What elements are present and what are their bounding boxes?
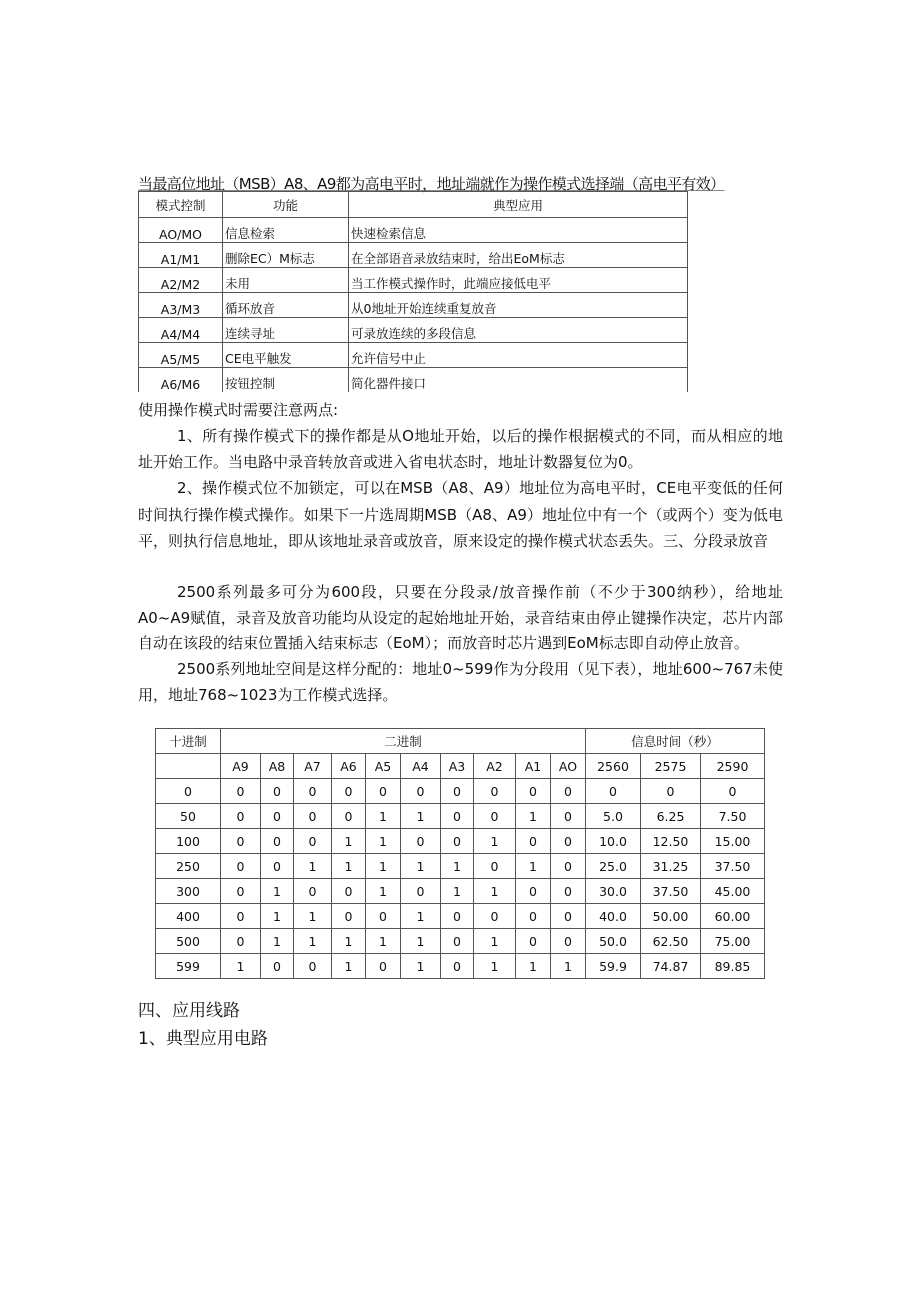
- table-row: [139, 218, 688, 243]
- function-cell: 删除EC）M标志: [223, 243, 349, 268]
- table-cell: 1: [401, 954, 441, 979]
- application-cell: 快速检索信息: [349, 218, 688, 243]
- function-cell: 信息检索: [223, 218, 349, 243]
- table-cell: 0: [221, 904, 261, 929]
- table-cell: 1: [516, 854, 551, 879]
- function-cell: 按钮控制: [223, 368, 349, 393]
- table-cell: 0: [474, 779, 516, 804]
- table-cell: 12.50: [641, 829, 701, 854]
- table-cell: A6: [332, 754, 366, 779]
- table-cell: 0: [261, 854, 294, 879]
- mode-cell: A6/M6: [139, 368, 223, 393]
- table-cell: 100: [156, 829, 221, 854]
- table-cell: 1: [332, 929, 366, 954]
- table-cell: 1: [474, 879, 516, 904]
- table-cell: 0: [221, 879, 261, 904]
- table-cell: 1: [221, 954, 261, 979]
- table-row: [139, 368, 688, 393]
- table-cell: 1: [332, 829, 366, 854]
- table-cell: 1: [441, 854, 474, 879]
- table-cell: 37.50: [641, 879, 701, 904]
- table-cell: 1: [474, 929, 516, 954]
- table-cell: 40.0: [586, 904, 641, 929]
- table-cell: 0: [221, 804, 261, 829]
- table-cell: 0: [261, 779, 294, 804]
- table-cell: 1: [261, 929, 294, 954]
- table-cell: 0: [401, 879, 441, 904]
- table-cell: 15.00: [701, 829, 765, 854]
- table-row: [139, 343, 688, 368]
- application-cell: 从0地址开始连续重复放音: [349, 293, 688, 318]
- table-cell: 1: [366, 854, 401, 879]
- table-cell: 1: [294, 904, 332, 929]
- table-cell: A2: [474, 754, 516, 779]
- table-cell: 1: [516, 804, 551, 829]
- table-cell: 0: [441, 804, 474, 829]
- table-cell: 62.50: [641, 929, 701, 954]
- table-cell: AO: [551, 754, 586, 779]
- table-cell: 0: [551, 829, 586, 854]
- table-row: [156, 929, 765, 954]
- table-cell: 1: [261, 904, 294, 929]
- table-cell: 0: [366, 779, 401, 804]
- table-cell: 0: [641, 779, 701, 804]
- table-cell: 0: [474, 904, 516, 929]
- mode-cell: A1/M1: [139, 243, 223, 268]
- table-cell: 0: [701, 779, 765, 804]
- table-cell: 0: [294, 829, 332, 854]
- table-cell: 2560: [586, 754, 641, 779]
- table-cell: 0: [441, 829, 474, 854]
- address-table: [155, 728, 765, 979]
- table-row: [156, 804, 765, 829]
- table-cell: 0: [221, 779, 261, 804]
- table-cell: 0: [332, 879, 366, 904]
- table-cell: 59.9: [586, 954, 641, 979]
- table-cell: 74.87: [641, 954, 701, 979]
- table-cell: 0: [332, 904, 366, 929]
- section-4-subheading: 1、典型应用电路: [138, 1029, 268, 1049]
- table-cell: 6.25: [641, 804, 701, 829]
- table-cell: 1: [366, 804, 401, 829]
- table-cell: 25.0: [586, 854, 641, 879]
- table-cell: 10.0: [586, 829, 641, 854]
- table-cell: 0: [441, 779, 474, 804]
- column-header: 典型应用: [349, 192, 688, 218]
- table-cell: 0: [294, 954, 332, 979]
- table-cell: 0: [261, 829, 294, 854]
- table-row: [139, 318, 688, 343]
- table-cell: 0: [516, 829, 551, 854]
- table-cell: A1: [516, 754, 551, 779]
- table-cell: 0: [332, 779, 366, 804]
- application-cell: 当工作模式操作时，此端应接低电平: [349, 268, 688, 293]
- application-cell: 可录放连续的多段信息: [349, 318, 688, 343]
- table-cell: 0: [221, 829, 261, 854]
- table-cell: 0: [551, 929, 586, 954]
- table-cell: 500: [156, 929, 221, 954]
- table-cell: A9: [221, 754, 261, 779]
- mode-cell: A5/M5: [139, 343, 223, 368]
- table-cell: 0: [261, 954, 294, 979]
- mode-cell: A4/M4: [139, 318, 223, 343]
- table-cell: 0: [366, 954, 401, 979]
- group-header-row: [156, 729, 765, 754]
- table-cell: 50.00: [641, 904, 701, 929]
- table-cell: 0: [516, 929, 551, 954]
- table-cell: 1: [441, 879, 474, 904]
- sub-header-row: [156, 754, 765, 779]
- table-cell: 1: [551, 954, 586, 979]
- table-cell: A4: [401, 754, 441, 779]
- column-header: 模式控制: [139, 192, 223, 218]
- table-row: [156, 954, 765, 979]
- table-cell: 0: [441, 954, 474, 979]
- application-cell: 简化器件接口: [349, 368, 688, 393]
- table-cell: 2575: [641, 754, 701, 779]
- table-cell: 0: [332, 804, 366, 829]
- table-cell: 0: [221, 929, 261, 954]
- table-cell: 0: [551, 854, 586, 879]
- table-cell: 0: [261, 804, 294, 829]
- table-cell: 1: [294, 854, 332, 879]
- table-cell: 89.85: [701, 954, 765, 979]
- table-cell: 0: [516, 879, 551, 904]
- table-cell: 0: [516, 779, 551, 804]
- table-cell: 0: [401, 779, 441, 804]
- table-cell: 0: [156, 779, 221, 804]
- table-cell: 1: [261, 879, 294, 904]
- table-cell: 1: [332, 854, 366, 879]
- table-cell: [156, 754, 221, 779]
- table-cell: 50: [156, 804, 221, 829]
- table-cell: 0: [474, 804, 516, 829]
- table-cell: 0: [366, 904, 401, 929]
- function-cell: 循环放音: [223, 293, 349, 318]
- table-cell: 1: [401, 904, 441, 929]
- table-cell: 1: [401, 929, 441, 954]
- table-cell: 0: [551, 804, 586, 829]
- table-cell: 0: [586, 779, 641, 804]
- table-cell: 0: [294, 879, 332, 904]
- table-cell: 60.00: [701, 904, 765, 929]
- table-row: [139, 293, 688, 318]
- application-cell: 允许信号中止: [349, 343, 688, 368]
- table-cell: 1: [474, 954, 516, 979]
- table-cell: 45.00: [701, 879, 765, 904]
- table-cell: 7.50: [701, 804, 765, 829]
- table-header-row: [139, 192, 688, 218]
- group-header: 十进制: [156, 729, 221, 754]
- table-cell: A7: [294, 754, 332, 779]
- note-1: 1、所有操作模式下的操作都是从O地址开始，以后的操作根据模式的不同，而从相应的地址开始工作。当电路中录音转放音或进入省电状态时，地址计数器复位为0。: [138, 427, 783, 471]
- table-cell: 0: [401, 829, 441, 854]
- mode-section-title: 当最高位地址（MSB）A8、A9都为高电平时，地址端就作为操作模式选择端（高电平有效）: [138, 175, 725, 193]
- section-4-heading: 四、应用线路: [138, 1001, 240, 1021]
- application-cell: 在全部语音录放结束时，给出EoM标志: [349, 243, 688, 268]
- function-cell: 连续寻址: [223, 318, 349, 343]
- mode-cell: AO/MO: [139, 218, 223, 243]
- table-cell: 1: [401, 854, 441, 879]
- table-cell: 0: [221, 854, 261, 879]
- table-cell: A3: [441, 754, 474, 779]
- table-cell: 0: [551, 879, 586, 904]
- address-paragraph: 2500系列地址空间是这样分配的：地址0~599作为分段用（见下表），地址600~767未使用，地址768~1023为工作模式选择。: [138, 660, 783, 704]
- table-cell: 50.0: [586, 929, 641, 954]
- table-cell: 1: [366, 879, 401, 904]
- table-cell: 1: [366, 929, 401, 954]
- function-cell: CE电平触发: [223, 343, 349, 368]
- table-cell: 599: [156, 954, 221, 979]
- table-row: [156, 829, 765, 854]
- table-cell: 30.0: [586, 879, 641, 904]
- mode-cell: A2/M2: [139, 268, 223, 293]
- mode-cell: A3/M3: [139, 293, 223, 318]
- table-cell: 250: [156, 854, 221, 879]
- table-cell: A5: [366, 754, 401, 779]
- table-row: [139, 243, 688, 268]
- table-cell: 1: [401, 804, 441, 829]
- notes-heading: 使用操作模式时需要注意两点:: [138, 401, 339, 419]
- segment-paragraph: 2500系列最多可分为600段，只要在分段录/放音操作前（不少于300纳秒），给地址A0~A9赋值，录音及放音功能均从设定的起始地址开始，录音结束由停止键操作决定，芯片内部自动在该段的结束位置插入结束标志（EoM）；而放音时芯片遇到EoM标志即自动停止放音。: [138, 583, 783, 652]
- table-cell: 0: [441, 929, 474, 954]
- table-cell: 1: [366, 829, 401, 854]
- table-cell: 300: [156, 879, 221, 904]
- note-2: 2、操作模式位不加锁定，可以在MSB（A8、A9）地址位为高电平时，CE电平变低的任何时间执行操作模式操作。如果下一片选周期MSB（A8、A9）地址位中有一个（或两个）变为低电平，则执行信息地址，即从该地址录音或放音，原来设定的操作模式状态丢失。三、分段录放音: [138, 479, 783, 550]
- table-cell: 0: [551, 779, 586, 804]
- table-row: [156, 904, 765, 929]
- table-cell: 37.50: [701, 854, 765, 879]
- column-header: 功能: [223, 192, 349, 218]
- table-cell: 0: [294, 779, 332, 804]
- table-cell: 0: [441, 904, 474, 929]
- table-row: [139, 268, 688, 293]
- table-cell: 31.25: [641, 854, 701, 879]
- table-cell: 1: [474, 829, 516, 854]
- table-cell: 0: [474, 854, 516, 879]
- function-cell: 未用: [223, 268, 349, 293]
- table-row: [156, 879, 765, 904]
- table-cell: 2590: [701, 754, 765, 779]
- table-cell: 0: [516, 904, 551, 929]
- mode-table: [138, 191, 688, 392]
- group-header: 信息时间（秒）: [586, 729, 765, 754]
- table-cell: 0: [294, 804, 332, 829]
- table-cell: 0: [551, 904, 586, 929]
- table-row: [156, 854, 765, 879]
- table-cell: A8: [261, 754, 294, 779]
- table-cell: 1: [294, 929, 332, 954]
- table-cell: 1: [516, 954, 551, 979]
- table-cell: 5.0: [586, 804, 641, 829]
- table-cell: 75.00: [701, 929, 765, 954]
- table-cell: 1: [332, 954, 366, 979]
- group-header: 二进制: [221, 729, 586, 754]
- table-row: [156, 779, 765, 804]
- table-cell: 400: [156, 904, 221, 929]
